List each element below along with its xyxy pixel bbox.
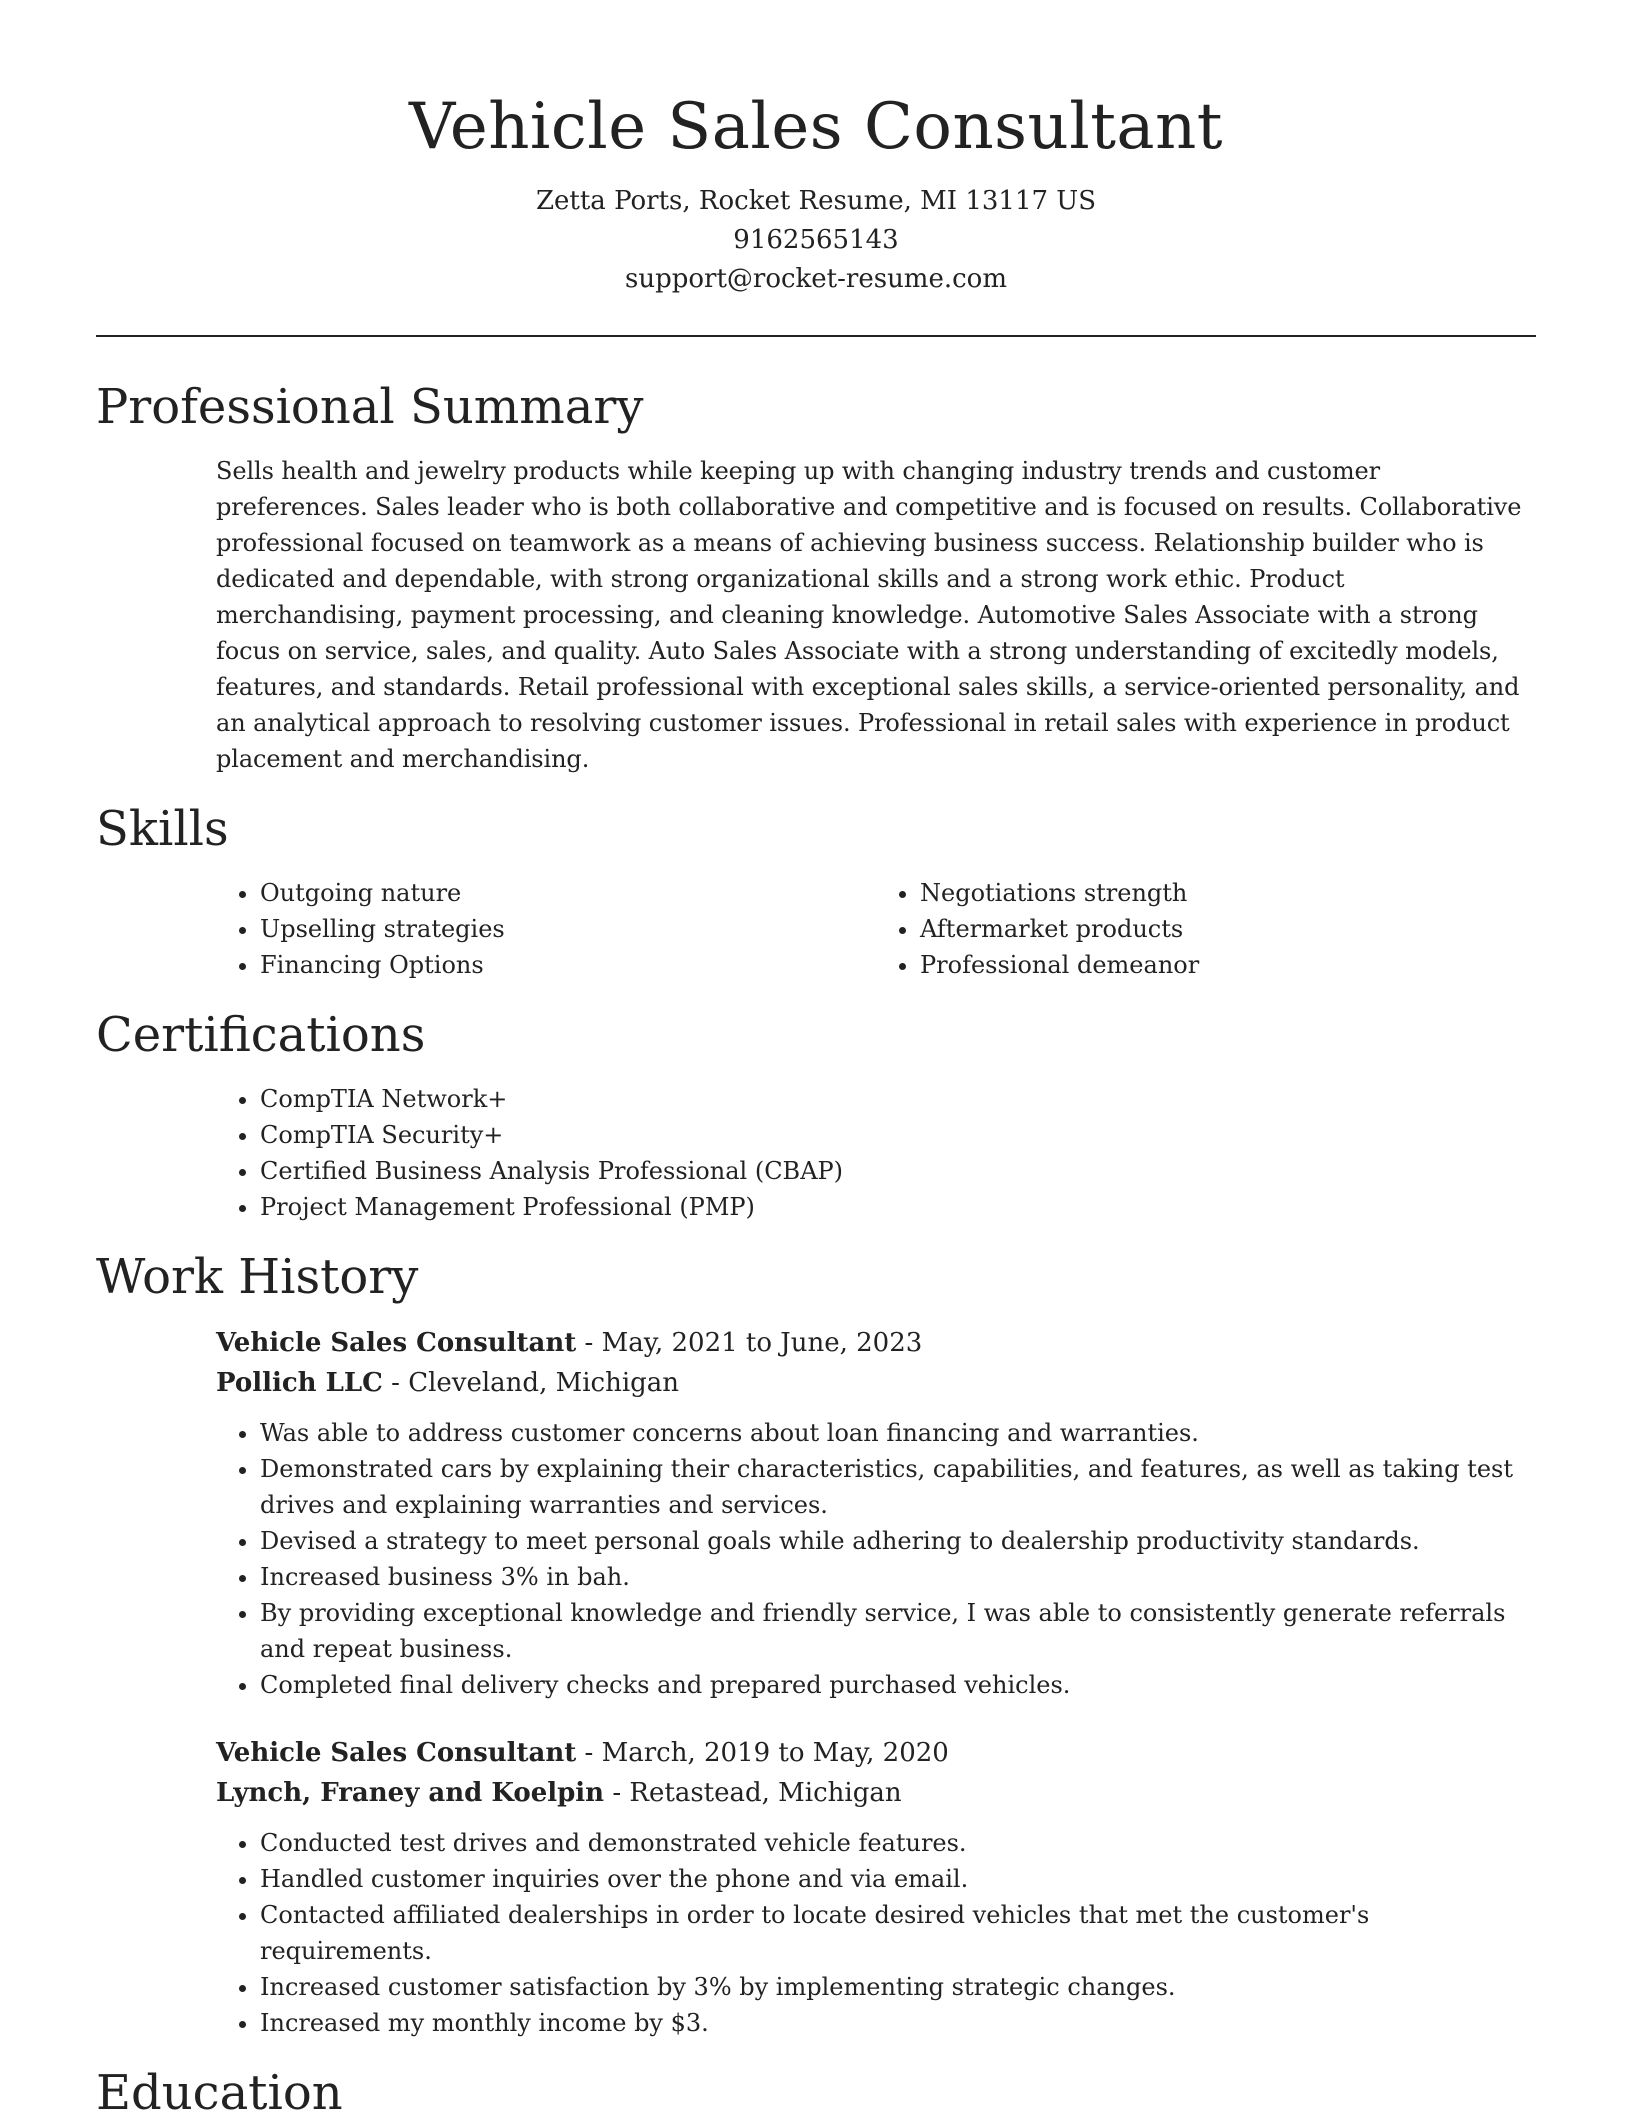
job-dates: - March, 2019 to May, 2020: [576, 1738, 949, 1768]
certifications-list: [216, 1081, 1536, 1225]
job-entry: [216, 1733, 1536, 2041]
job-dates: - May, 2021 to June, 2023: [576, 1328, 923, 1358]
skills-list-right: [876, 875, 1536, 983]
job-bullet: • Handled customer inquiries over the phone and via email.: [260, 1861, 1536, 1897]
job-title-line: [216, 1733, 1536, 1773]
certifications-section: [96, 1005, 1536, 1225]
certification-item: • CompTIA Security+: [260, 1117, 1536, 1153]
work-history-heading: Work History: [96, 1249, 419, 1305]
job-bullet: • Conducted test drives and demonstrated vehicle features.: [260, 1825, 1536, 1861]
job-bullet: • Completed final delivery checks and prepared purchased vehicles.: [260, 1667, 1536, 1703]
skill-item: • Professional demeanor: [920, 947, 1536, 983]
certification-item: • CompTIA Network+: [260, 1081, 1536, 1117]
skills-section: [96, 799, 1536, 983]
certification-item: • Project Management Professional (PMP): [260, 1189, 1536, 1225]
certifications-heading: Certifications: [96, 1007, 426, 1063]
job-title-line: [216, 1323, 1536, 1363]
job-bullet: • Increased business 3% in bah.: [260, 1559, 1536, 1595]
summary-text: Sells health and jewelry products while keeping up with changing industry trends and customer preferences. Sales leader who is both collaborative and competitive and is focused on results. Collaborative professional focused on teamwork as a means of achieving business success. Relationship builder who is dedicated and dependable, with strong organizational skills and a strong work ethic. Product merchandising, payment processing, and cleaning knowledge. Automotive Sales Associate with a strong focus on service, sales, and quality. Auto Sales Associate with a strong understanding of excitedly models, features, and standards. Retail professional with exceptional sales skills, a service-oriented personality, and an analytical approach to resolving customer issues. Professional in retail sales with experience in product placement and merchandising.: [216, 457, 1522, 773]
job-bullet: • Demonstrated cars by explaining their characteristics, capabilities, and features, as well as taking test drives and explaining warranties and services.: [260, 1451, 1536, 1523]
skill-item: • Negotiations strength: [920, 875, 1536, 911]
job-company: Lynch, Franey and Koelpin: [216, 1778, 605, 1808]
skill-item: • Outgoing nature: [260, 875, 876, 911]
job-bullet: • Was able to address customer concerns about loan financing and warranties.: [260, 1415, 1536, 1451]
job-company-line: [216, 1363, 1536, 1403]
skills-columns: [216, 875, 1536, 983]
job-bullet: • Devised a strategy to meet personal goals while adhering to dealership productivity standards.: [260, 1523, 1536, 1559]
job-entry: [216, 1323, 1536, 1703]
contact-phone: 9162565143: [733, 225, 899, 255]
education-section: [96, 2063, 1536, 2123]
contact-email: support@rocket-resume.com: [624, 264, 1007, 294]
job-company: Pollich LLC: [216, 1368, 383, 1398]
job-bullets: [216, 1415, 1536, 1703]
job-role: Vehicle Sales Consultant: [216, 1328, 577, 1358]
contact-address: Zetta Ports, Rocket Resume, MI 13117 US: [535, 186, 1097, 216]
job-company-line: [216, 1773, 1536, 1813]
education-heading: Education: [96, 2065, 343, 2121]
summary-section: [96, 377, 1536, 777]
resume-page: [96, 0, 1536, 2123]
header-divider: [96, 335, 1536, 337]
job-bullet: • By providing exceptional knowledge and friendly service, I was able to consistently generate referrals and repeat business.: [260, 1595, 1536, 1667]
resume-name: Vehicle Sales Consultant: [408, 90, 1224, 164]
skills-heading: Skills: [96, 801, 229, 857]
skill-item: • Upselling strategies: [260, 911, 876, 947]
certification-item: • Certified Business Analysis Professional (CBAP): [260, 1153, 1536, 1189]
summary-heading: Professional Summary: [96, 379, 644, 435]
job-bullet: • Increased my monthly income by $3.: [260, 2005, 1536, 2041]
job-location: - Cleveland, Michigan: [382, 1368, 680, 1398]
skills-list-left: [216, 875, 876, 983]
work-history-section: [96, 1247, 1536, 2041]
job-bullet: • Increased customer satisfaction by 3% by implementing strategic changes.: [260, 1969, 1536, 2005]
job-bullets: [216, 1825, 1536, 2041]
job-bullet: • Contacted affiliated dealerships in order to locate desired vehicles that met the customer's requirements.: [260, 1897, 1536, 1969]
job-location: - Retastead, Michigan: [604, 1778, 902, 1808]
skill-item: • Financing Options: [260, 947, 876, 983]
job-role: Vehicle Sales Consultant: [216, 1738, 577, 1768]
contact-block: [96, 182, 1536, 299]
skill-item: • Aftermarket products: [920, 911, 1536, 947]
